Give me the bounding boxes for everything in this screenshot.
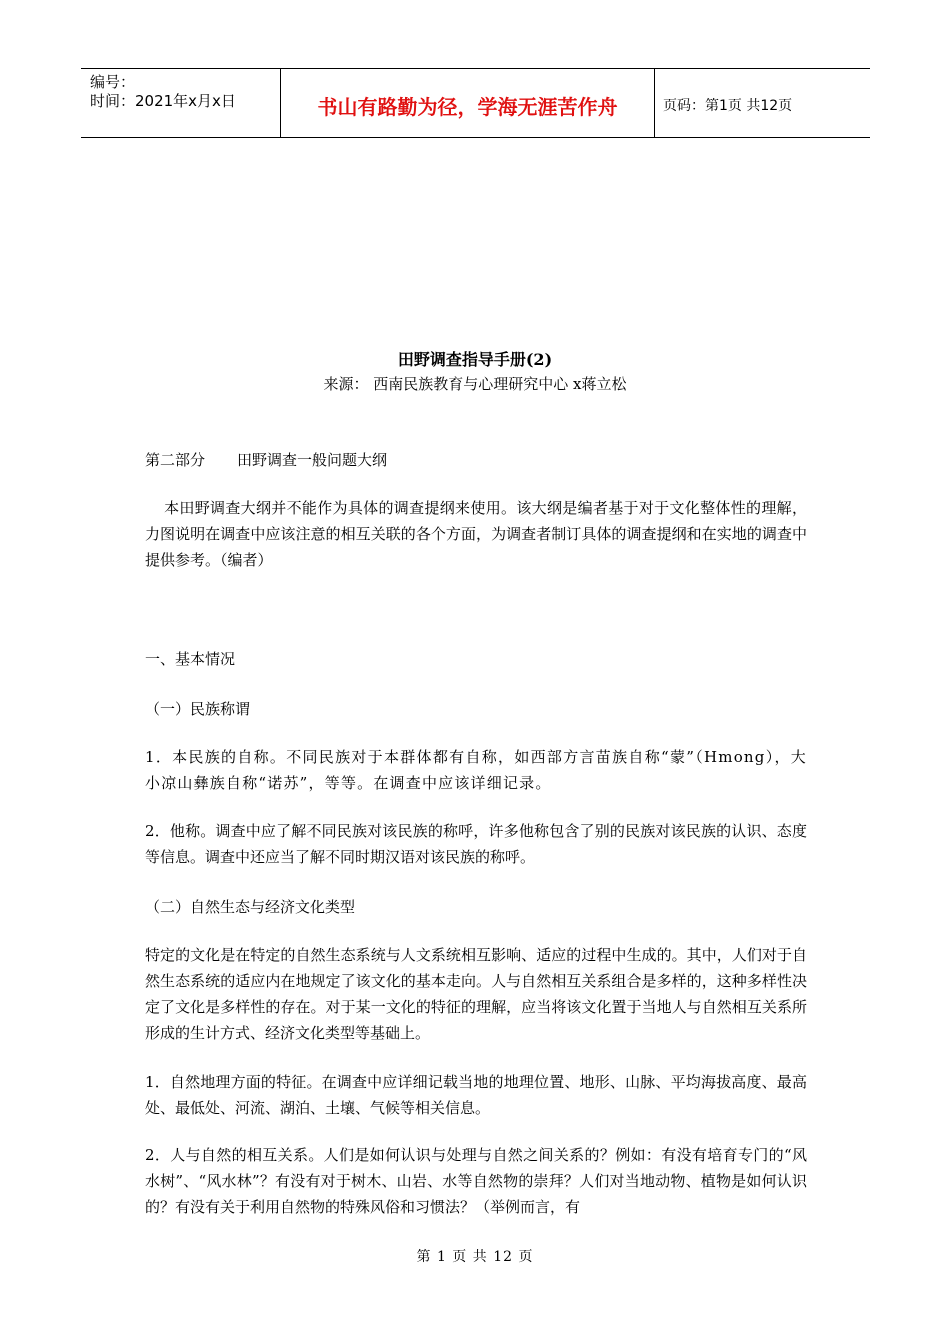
code-label: 编号： [90, 73, 136, 91]
paragraph-3 [145, 942, 807, 1046]
paragraph-2 [145, 818, 807, 870]
paragraph-1-text: 1．本民族的自称。不同民族对于本群体都有自称，如西部方言苗族自称“蒙”（Hmong），大小凉山彝族自称“诺苏”，等等。在调查中应该详细记录。 [145, 748, 807, 792]
paragraph-4-text: 1．自然地理方面的特征。在调查中应详细记载当地的地理位置、地形、山脉、平均海拔高度、最高处、最低处、河流、湖泊、土壤、气候等相关信息。 [145, 1073, 807, 1117]
section-heading: 一、基本情况 [145, 650, 236, 668]
time-label: 时间：2021年x月x日 [90, 92, 236, 110]
page-footer: 第 1 页 共 12 页 [416, 1249, 534, 1265]
header-page-info: 页码：第1页 共12页 [663, 98, 793, 114]
paragraph-1 [145, 744, 807, 796]
paragraph-2-text: 2．他称。调查中应了解不同民族对该民族的称呼，许多他称包含了别的民族对该民族的认识、态度等信息。调查中还应当了解不同时期汉语对该民族的称呼。 [145, 822, 807, 866]
part-heading [145, 447, 807, 473]
document-source: 来源： 西南民族教育与心理研究中心 x蒋立松 [323, 375, 627, 393]
paragraph-5 [145, 1142, 807, 1220]
header-motto: 书山有路勤为径，学海无涯苦作舟 [281, 69, 655, 137]
page-header [81, 68, 870, 138]
intro-text: 本田野调查大纲并不能作为具体的调查提纲来使用。该大纲是编者基于对于文化整体性的理解，力图说明在调查中应该注意的相互关联的各个方面，为调查者制订具体的调查提纲和在实地的调查中提供参考。（编者） [145, 499, 807, 569]
paragraph-4 [145, 1069, 807, 1121]
part-title: 田野调查一般问题大纲 [237, 451, 388, 469]
subsection-heading-1: （一）民族称谓 [145, 700, 251, 718]
paragraph-5-text: 2．人与自然的相互关系。人们是如何认识与处理与自然之间关系的？例如：有没有培育专门的“风水树”、“风水林”？有没有对于树木、山岩、水等自然物的崇拜？人们对当地动物、植物是如何认识的？有没有关于利用自然物的特殊风俗和习惯法？（举例而言，有 [145, 1146, 807, 1216]
part-label: 第二部分 [145, 451, 206, 469]
header-meta [81, 69, 281, 137]
paragraph-3-text: 特定的文化是在特定的自然生态系统与人文系统相互影响、适应的过程中生成的。其中，人们对于自然生态系统的适应内在地规定了该文化的基本走向。人与自然相互关系组合是多样的，这种多样性决定了文化是多样性的存在。对于某一文化的特征的理解，应当将该文化置于当地人与自然相互关系所形成的生计方式、经济文化类型等基础上。 [145, 946, 807, 1042]
document-title: 田野调查指导手册(2) [397, 350, 553, 369]
intro-paragraph [145, 495, 807, 573]
subsection-heading-2: （二）自然生态与经济文化类型 [145, 898, 356, 916]
